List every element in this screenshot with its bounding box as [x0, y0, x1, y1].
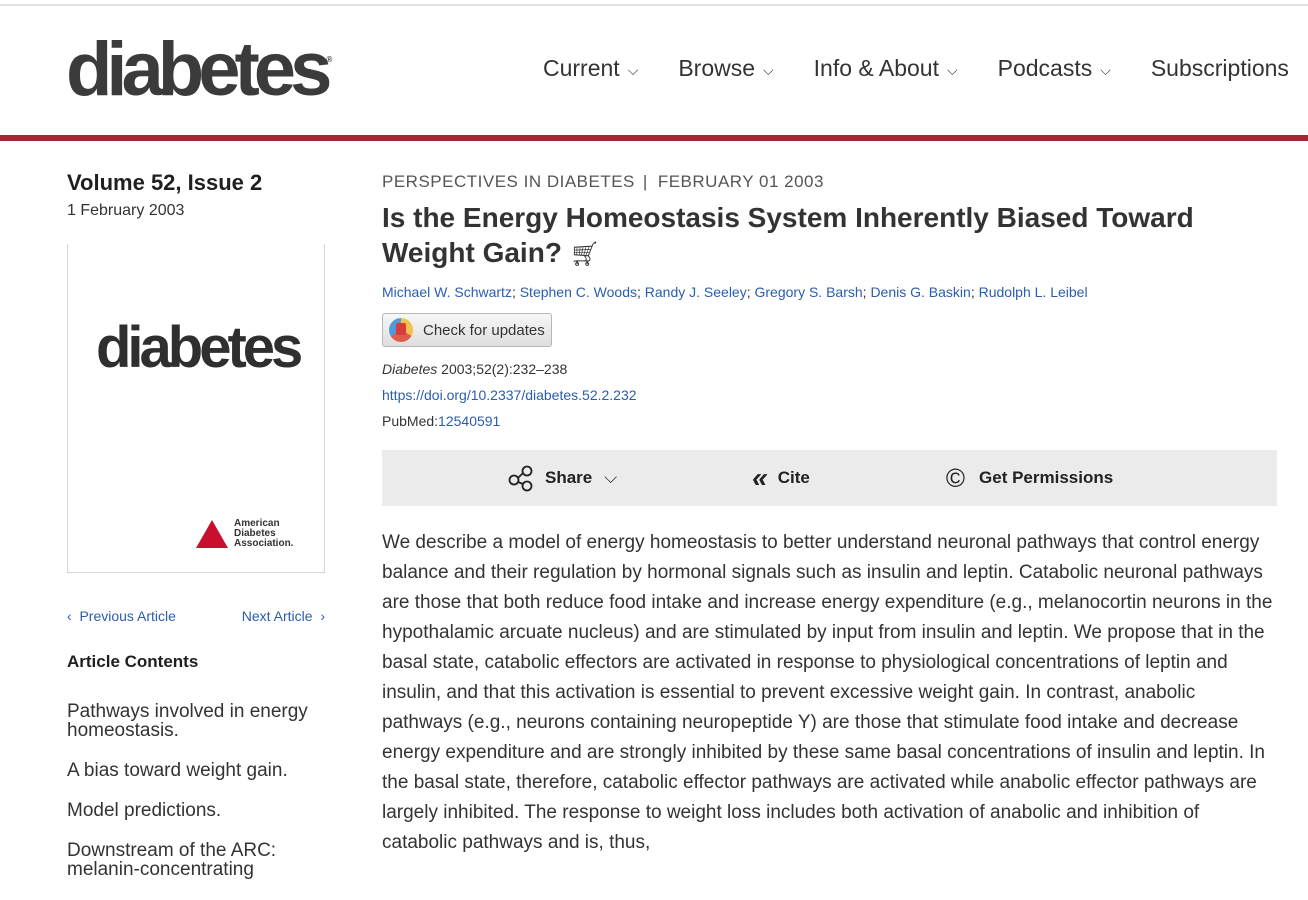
chevron-left-icon: ‹: [67, 608, 72, 624]
article-title-text: Is the Energy Homeostasis System Inherently Biased Toward Weight Gain?: [382, 202, 1194, 268]
quote-icon: «: [752, 462, 768, 493]
pubmed-link[interactable]: 12540591: [438, 413, 501, 429]
copyright-icon: ©: [945, 462, 966, 493]
author-link[interactable]: Stephen C. Woods: [519, 284, 637, 300]
nav-label: Current: [543, 55, 620, 81]
cite-button[interactable]: [752, 462, 810, 493]
ada-logo: [196, 519, 293, 549]
previous-article-label: Previous Article: [79, 608, 176, 624]
article-toolbar: [382, 450, 1277, 506]
nav-subscriptions[interactable]: [1151, 55, 1289, 82]
get-permissions-button[interactable]: [946, 463, 1113, 494]
cover-logo: diabetes: [96, 315, 300, 380]
volume-date: 1 February 2003: [67, 202, 185, 219]
article-section[interactable]: PERSPECTIVES IN DIABETES: [382, 172, 635, 191]
article-contents-heading: Article Contents: [67, 652, 199, 671]
ada-line: Association.: [234, 538, 294, 549]
nav-label: Subscriptions: [1150, 55, 1289, 81]
author-link[interactable]: Randy J. Seeley: [644, 284, 747, 300]
share-icon: [507, 464, 535, 492]
check-for-updates-label: Check for updates: [423, 321, 545, 339]
toc-item[interactable]: A bias toward weight gain.: [67, 760, 288, 781]
article-kicker: [382, 172, 1277, 192]
check-for-updates-button[interactable]: [382, 313, 552, 347]
chevron-down-icon: ⌵: [604, 468, 618, 487]
article-date: FEBRUARY 01 2003: [657, 172, 824, 191]
issue-sidebar: [67, 170, 325, 880]
ada-line: American: [234, 518, 280, 529]
nav-podcasts[interactable]: [998, 55, 1111, 82]
pubmed-line: [382, 413, 1277, 429]
volume-title[interactable]: Volume 52, Issue 2: [67, 170, 263, 195]
get-permissions-label: Get Permissions: [979, 468, 1114, 487]
chevron-down-icon: ⌵: [627, 62, 639, 78]
cite-label: Cite: [777, 468, 810, 487]
toc-item[interactable]: Pathways involved in energy homeostasis.: [67, 701, 308, 741]
article-pager: [67, 608, 325, 624]
previous-article-link[interactable]: [67, 608, 176, 624]
nav-label: Browse: [678, 55, 756, 81]
ada-wordmark: [234, 519, 293, 549]
author-link[interactable]: Denis G. Baskin: [870, 284, 971, 300]
nav-label: Info & About: [813, 55, 939, 81]
article-title: [382, 200, 1277, 272]
header-divider: [0, 135, 1308, 141]
table-of-contents: [67, 702, 325, 900]
next-article-link[interactable]: [242, 608, 325, 624]
article-main: [382, 172, 1277, 877]
ada-line: Diabetes: [234, 528, 276, 539]
chevron-down-icon: ⌵: [946, 62, 958, 78]
author-list: Michael W. Schwartz; Stephen C. Woods; Randy J. Seeley; Gregory S. Barsh; Denis G. Baskin; Rudolph L. Leibel: [382, 284, 1088, 300]
main-nav: [543, 55, 1308, 82]
chevron-down-icon: ⌵: [1100, 62, 1111, 78]
author-link[interactable]: Rudolph L. Leibel: [978, 284, 1088, 300]
share-button[interactable]: [507, 464, 617, 492]
nav-browse[interactable]: [678, 55, 773, 82]
site-logo[interactable]: [66, 27, 333, 112]
logo-text: diabetes: [66, 27, 327, 112]
nav-info-about[interactable]: [814, 55, 958, 82]
doi-link[interactable]: https://doi.org/10.2337/diabetes.52.2.232: [382, 387, 637, 403]
abstract-text: We describe a model of energy homeostasis to better understand neuronal pathways that control energy balance and their regulation by hormonal signals such as insulin and leptin. Catabolic neuronal pathways are those that both reduce food intake and increase energy expenditure (e.g., melanocortin neurons in the hypothalamic arcuate nucleus) and are stimulated by input from insulin and leptin. We propose that in the basal state, catabolic effectors are activated in response to physiological concentrations of leptin and insulin, and that this activation is essential to prevent excessive weight gain. In contrast, anabolic pathways (e.g., neurons containing neuropeptide Y) are those that stimulate food intake and decrease energy expenditure and are strongly inhibited by these same basal concentrations of insulin and leptin. In the basal state, therefore, catabolic effector pathways are activated while anabolic effector pathways are largely inhibited. The response to weight loss includes both activation of anabolic and inhibition of catabolic pathways and is, thus,: [382, 532, 1273, 853]
toc-item[interactable]: Downstream of the ARC: melanin-concentrating: [67, 840, 277, 880]
pubmed-label: PubMed:: [382, 413, 439, 429]
share-label: Share: [545, 468, 593, 487]
shopping-cart-icon[interactable]: 🛒︎: [569, 241, 601, 268]
author-link[interactable]: Michael W. Schwartz: [382, 284, 512, 300]
crossmark-icon: [389, 318, 413, 342]
journal-name: Diabetes: [382, 361, 438, 377]
logo-registered-mark: ®: [326, 55, 333, 64]
kicker-separator: |: [642, 172, 648, 191]
chevron-right-icon: ›: [320, 608, 325, 624]
author-link[interactable]: Gregory S. Barsh: [754, 284, 863, 300]
chevron-down-icon: ⌵: [763, 62, 774, 78]
top-divider: [0, 4, 1308, 6]
citation-line: [382, 361, 1277, 377]
ada-triangle-icon: [196, 520, 228, 548]
citation-details: 2003;52(2):232–238: [441, 361, 568, 377]
issue-cover[interactable]: [67, 244, 325, 573]
next-article-label: Next Article: [241, 608, 313, 624]
toc-item[interactable]: Model predictions.: [67, 800, 222, 821]
nav-label: Podcasts: [997, 55, 1093, 81]
nav-current[interactable]: [543, 55, 638, 82]
